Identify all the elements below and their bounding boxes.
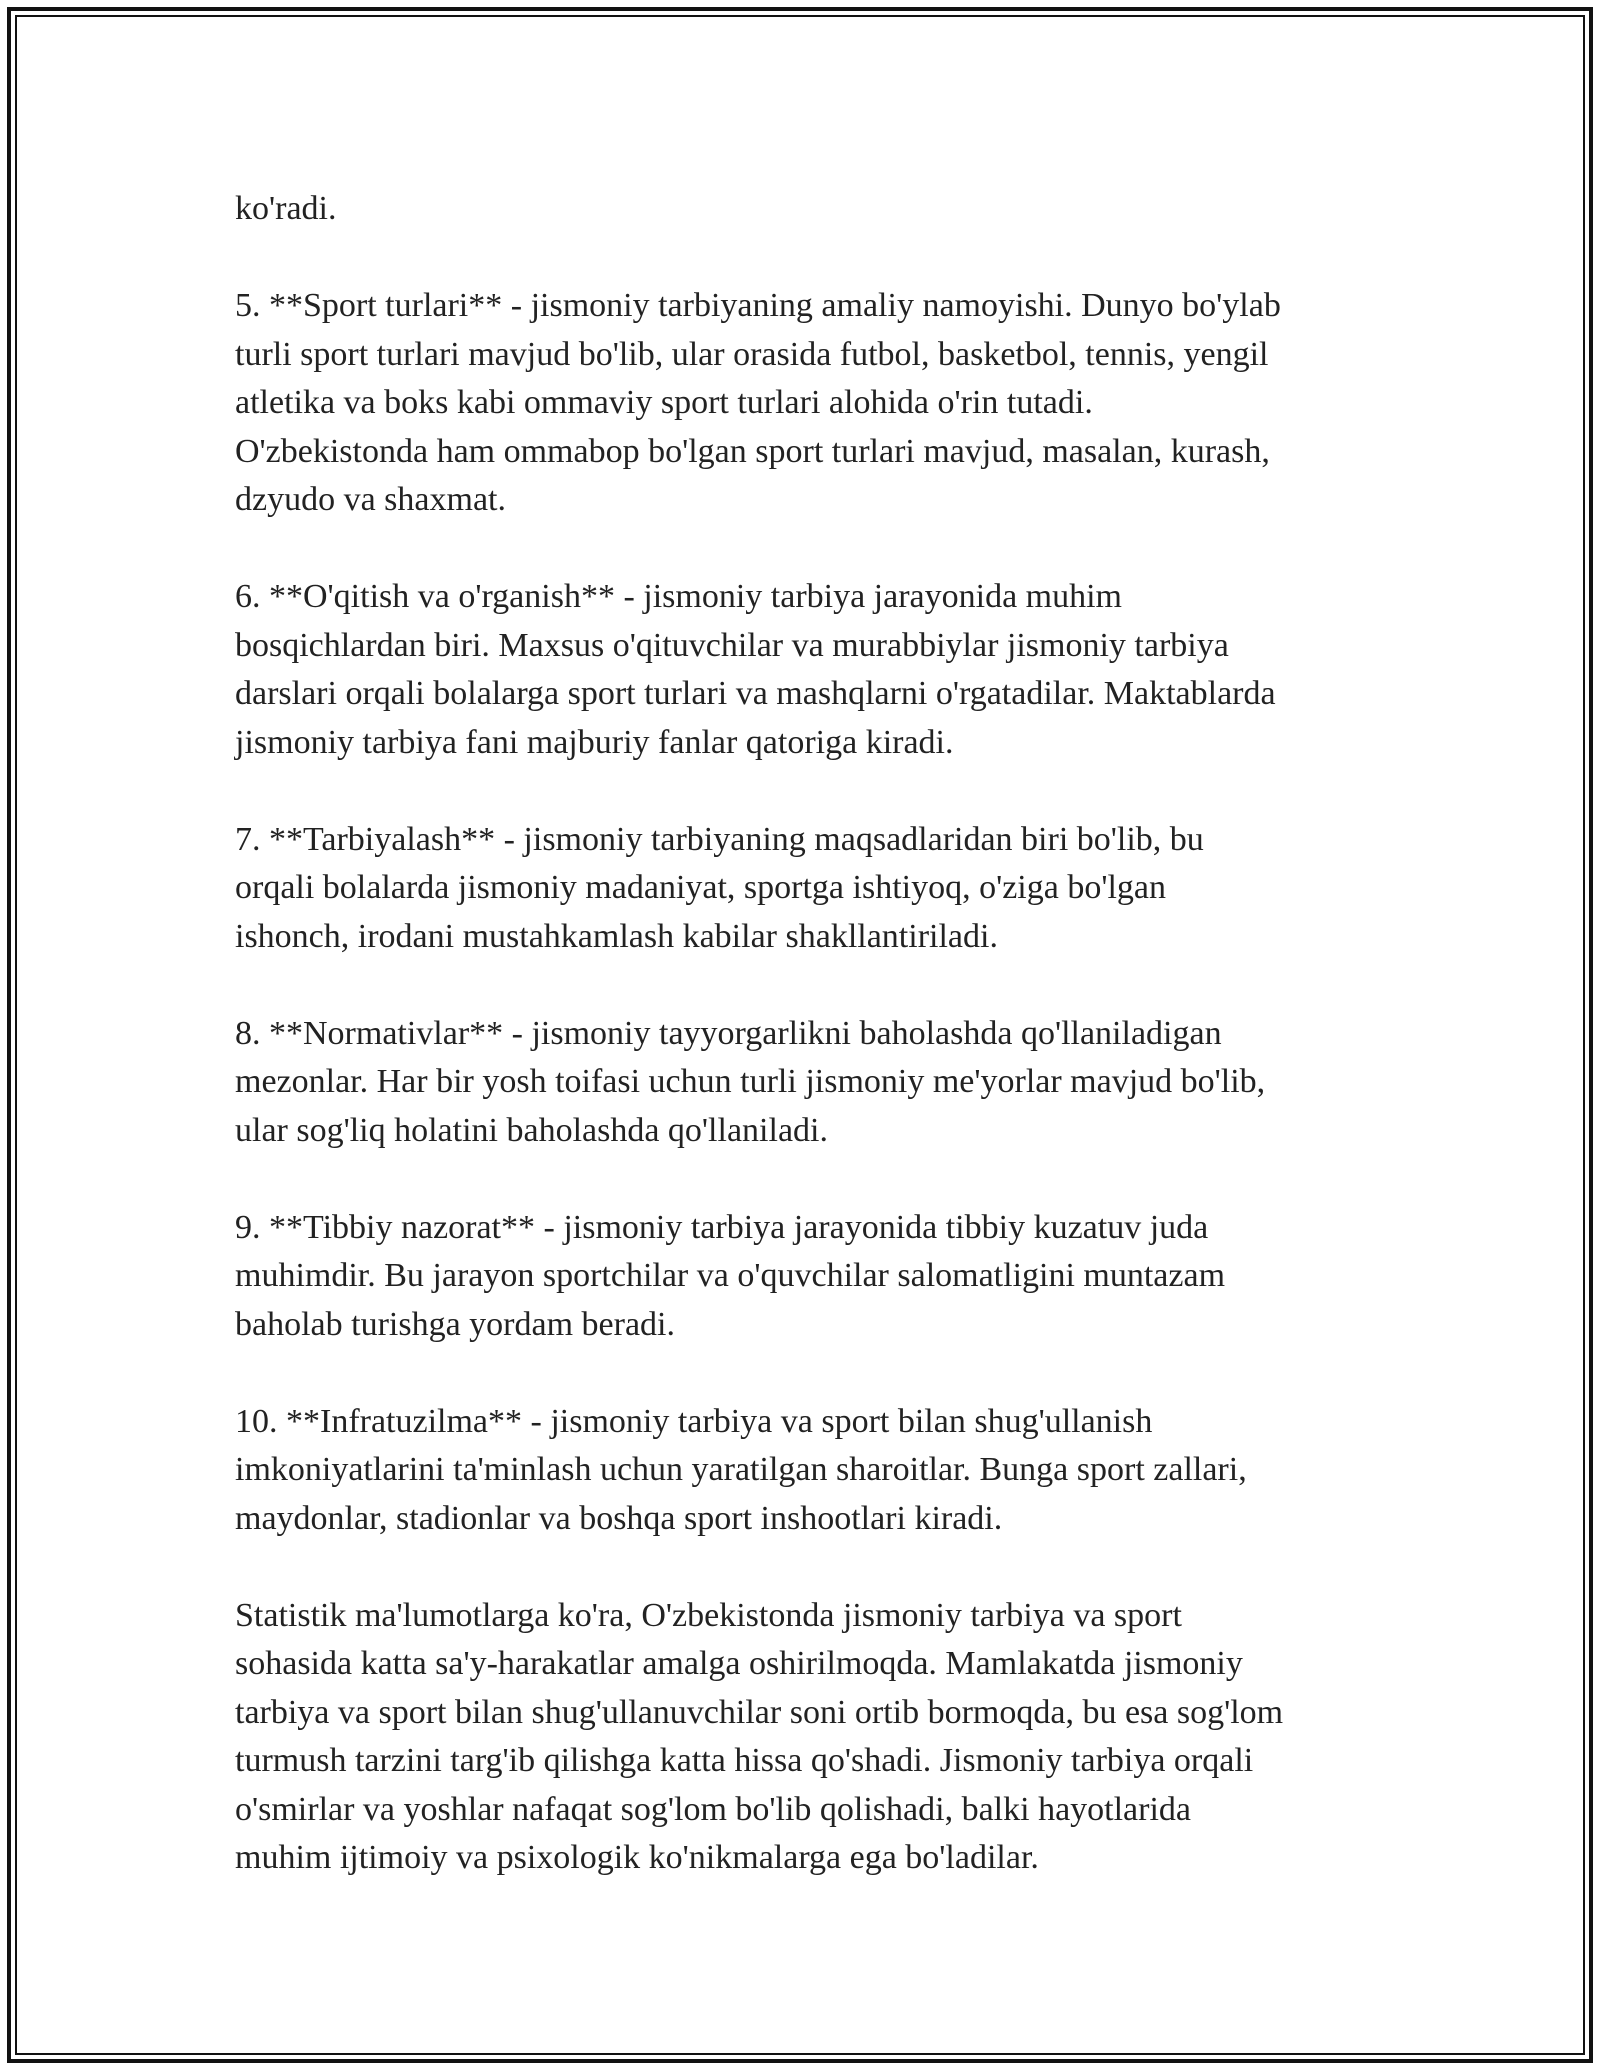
text-line: ishonch, irodani mustahkamlash kabilar shakllantiriladi. — [235, 917, 998, 955]
text-line: orqali bolalarda jismoniy madaniyat, sportga ishtiyoq, o'ziga bo'lgan — [235, 869, 1166, 906]
text-line: mezonlar. Har bir yosh toifasi uchun turli jismoniy me'yorlar mavjud bo'lib, — [235, 1063, 1266, 1100]
text-line: 10. **Infratuzilma** - jismoniy tarbiya va sport bilan shug'ullanish — [235, 1402, 1153, 1440]
paragraph-normativlar — [235, 1010, 1385, 1156]
text-line: jismoniy tarbiya fani majburiy fanlar qatoriga kiradi. — [235, 723, 954, 761]
text-line: ular sog'liq holatini baholashda qo'llaniladi. — [235, 1111, 828, 1149]
text-line: turmush tarzini targ'ib qilishga katta hissa qo'shadi. Jismoniy tarbiya orqali — [235, 1742, 1254, 1779]
text-line: 5. **Sport turlari** - jismoniy tarbiyaning amaliy namoyishi. Dunyo bo'ylab — [235, 287, 1281, 324]
paragraph-sport-turlari — [235, 282, 1385, 525]
paragraph-tibbiy-nazorat — [235, 1204, 1385, 1350]
text-line: muhim ijtimoiy va psixologik ko'nikmalarga ega bo'ladilar. — [235, 1839, 1039, 1876]
text-line: 6. **O'qitish va o'rganish** - jismoniy tarbiya jarayonida muhim — [235, 578, 1123, 615]
text-line: baholab turishga yordam beradi. — [235, 1305, 675, 1343]
text-line: sohasida katta sa'y-harakatlar amalga oshirilmoqda. Mamlakatda jismoniy — [235, 1645, 1243, 1682]
text-line: darslari orqali bolalarga sport turlari va mashqlarni o'rgatadilar. Maktablarda — [235, 675, 1276, 712]
text-line: 8. **Normativlar** - jismoniy tayyorgarlikni baholashda qo'llaniladigan — [235, 1014, 1222, 1052]
text-line: imkoniyatlarini ta'minlash uchun yaratilgan sharoitlar. Bunga sport zallari, — [235, 1451, 1247, 1488]
text-line: turli sport turlari mavjud bo'lib, ular orasida futbol, basketbol, tennis, yengil — [235, 335, 1269, 373]
text-line: bosqichlardan biri. Maxsus o'qituvchilar va murabbiylar jismoniy tarbiya — [235, 626, 1229, 664]
text-line: maydonlar, stadionlar va boshqa sport inshootlari kiradi. — [235, 1499, 1003, 1537]
text-line: atletika va boks kabi ommaviy sport turlari alohida o'rin tutadi. — [235, 384, 1093, 421]
paragraph-oqitish — [235, 573, 1385, 767]
text-line: tarbiya va sport bilan shug'ullanuvchilar soni ortib bormoqda, bu esa sog'lom — [235, 1693, 1284, 1731]
text-line: Statistik ma'lumotlarga ko'ra, O'zbekistonda jismoniy tarbiya va sport — [235, 1596, 1182, 1634]
text-line: O'zbekistonda ham ommabop bo'lgan sport turlari mavjud, masalan, kurash, — [235, 432, 1270, 470]
text-line: ko'radi. — [235, 190, 337, 227]
text-line: o'smirlar va yoshlar nafaqat sog'lom bo'lib qolishadi, balki hayotlarida — [235, 1790, 1192, 1828]
text-line: 9. **Tibbiy nazorat** - jismoniy tarbiya jarayonida tibbiy kuzatuv juda — [235, 1208, 1209, 1246]
paragraph-continuation — [235, 185, 1385, 234]
paragraph-infratuzilma — [235, 1398, 1385, 1544]
text-line: 7. **Tarbiyalash** - jismoniy tarbiyaning maqsadlaridan biri bo'lib, bu — [235, 820, 1204, 858]
text-line: muhimdir. Bu jarayon sportchilar va o'quvchilar salomatligini muntazam — [235, 1257, 1226, 1294]
text-line: dzyudo va shaxmat. — [235, 481, 506, 518]
paragraph-tarbiyalash — [235, 816, 1385, 962]
paragraph-statistik — [235, 1592, 1385, 1883]
document-body — [235, 185, 1385, 1931]
